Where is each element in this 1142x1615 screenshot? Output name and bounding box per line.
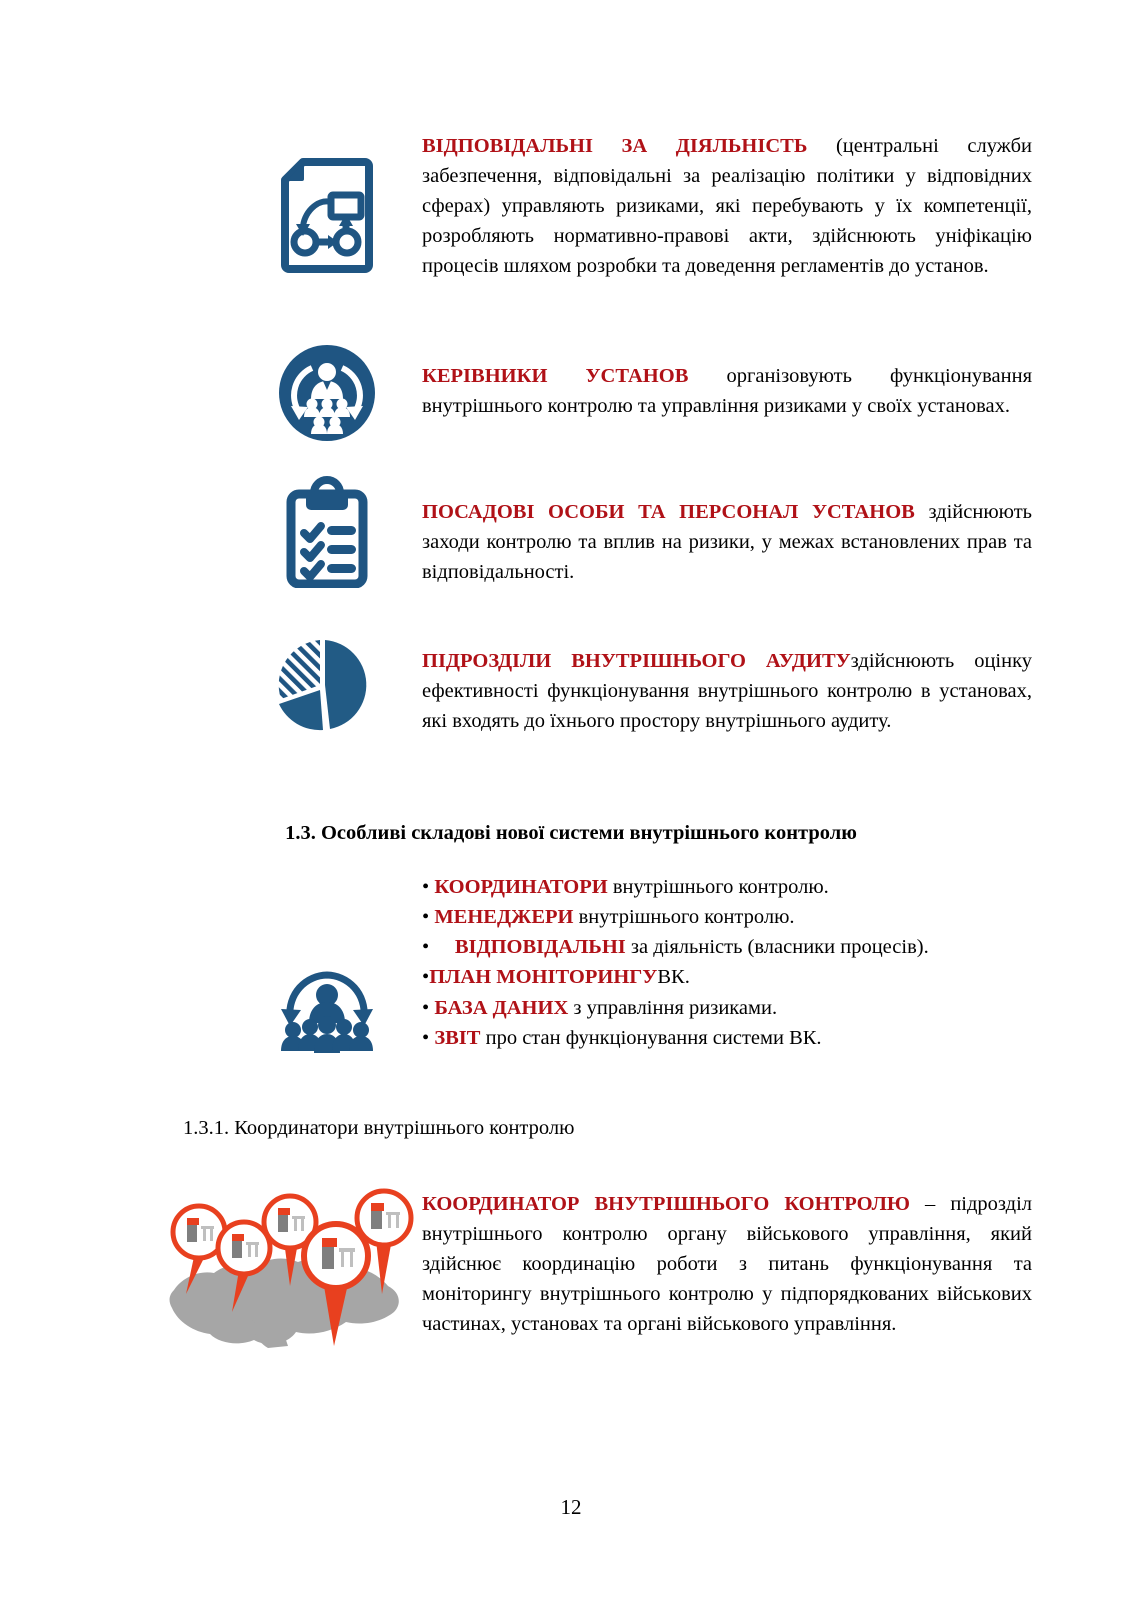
coordinator-paragraph [422, 1189, 1032, 1340]
list-item [422, 872, 1032, 902]
bullet-lead-2: ВІДПОВІДАЛЬНІ [454, 936, 626, 959]
coordinator-body: – підрозділ внутрішнього контролю органу військового управління, який здійснює координацію роботи з питань функціонування та моніторингу внутрішнього контролю у підпорядкованих військових частинах, установах та органі військового управління. [422, 1192, 1032, 1335]
content-block-officials [232, 476, 1032, 607]
bullet-body-5: про стан функціонування системи ВК. [480, 1026, 822, 1049]
team-cycle-icon-cell [232, 340, 422, 442]
team-cycle-icon [278, 344, 376, 442]
content-block-coordinator [150, 1160, 1032, 1360]
list-item [422, 932, 1032, 962]
audit-text-cell [422, 625, 1032, 756]
bullet-body-4: з управління ризиками. [568, 996, 778, 1019]
page-number: 12 [560, 1495, 582, 1519]
ukraine-map-pins-icon-cell [150, 1160, 422, 1350]
heads-text-cell [422, 340, 1032, 441]
bullet-body-1: внутрішнього контролю. [573, 906, 795, 929]
responsible-paragraph [422, 131, 1032, 282]
clipboard-checklist-icon-cell [232, 476, 422, 588]
list-item [422, 1023, 1032, 1053]
content-block-heads [232, 340, 1032, 442]
document-flowchart-icon-cell [232, 110, 422, 273]
bullet-marker-2: • [422, 936, 430, 959]
content-block-audit [232, 625, 1032, 756]
list-item [422, 962, 1032, 992]
bullet-lead-4: БАЗА ДАНИХ [434, 996, 569, 1019]
content-block-components [232, 872, 1032, 1062]
bullet-body-3: ВК. [657, 966, 690, 989]
officials-paragraph [422, 497, 1032, 587]
heads-paragraph [422, 361, 1032, 421]
bullet-marker-4: • [422, 996, 430, 1019]
responsible-text-cell [422, 110, 1032, 302]
bullet-marker-1: • [422, 906, 430, 929]
bullet-lead-1: МЕНЕДЖЕРИ [434, 906, 574, 929]
audit-lead: ПІДРОЗДІЛИ ВНУТРІШНЬОГО АУДИТУ [422, 649, 851, 672]
officials-body: здійснюють заходи контролю та вплив на ризики, у межах встановлених прав та відповідальності. [422, 500, 1033, 583]
bullet-body-0: внутрішнього контролю. [607, 876, 829, 898]
bullet-lead-0: КООРДИНАТОРИ [434, 876, 608, 898]
coordinator-lead: КООРДИНАТОР ВНУТРІШНЬОГО КОНТРОЛЮ [422, 1192, 910, 1215]
content-block-responsible [232, 110, 1032, 302]
people-group-cycle-icon [273, 954, 381, 1062]
heads-lead: КЕРІВНИКИ УСТАНОВ [422, 364, 689, 387]
list-item [422, 993, 1032, 1023]
heading-1-3-1: 1.3.1. Координатори внутрішнього контролю [183, 1117, 575, 1139]
bullet-marker-3: • [422, 966, 430, 989]
pie-chart-icon [273, 637, 381, 737]
bullet-marker-0: • [422, 876, 430, 898]
officials-text-cell [422, 476, 1032, 607]
pie-chart-icon-cell [232, 625, 422, 737]
coordinator-text-cell [422, 1160, 1032, 1360]
document-flowchart-icon [273, 158, 381, 273]
bullet-marker-5: • [422, 1026, 430, 1049]
bullet-lead-5: ЗВІТ [434, 1026, 481, 1049]
ukraine-map-pins-icon [156, 1170, 416, 1350]
responsible-body: (центральні служби забезпечення, відповідальні за реалізацію політики у відповідних сферах) управляють ризиками, які перебувають у їх компетенції, розробляють нормативно-правові акти, здійснюють уніфікацію процесів шляхом розробки та доведення регламентів до установ. [422, 134, 1032, 277]
list-item [422, 902, 1032, 932]
clipboard-checklist-icon [277, 476, 377, 588]
components-bullet-list [422, 872, 1032, 1053]
components-text-cell [422, 872, 1032, 1053]
responsible-lead: ВІДПОВІДАЛЬНІ ЗА ДІЯЛЬНІСТЬ [422, 134, 808, 157]
audit-paragraph [422, 646, 1032, 736]
officials-lead: ПОСАДОВІ ОСОБИ ТА ПЕРСОНАЛ УСТАНОВ [422, 500, 915, 523]
people-group-cycle-icon-cell [232, 872, 422, 1062]
heads-body: організовують функціонування внутрішнього контролю та управління ризиками у своїх установах. [422, 364, 1032, 417]
bullet-body-2: за діяльність (власники процесів). [625, 936, 929, 959]
heading-1-3: 1.3. Особливі складові нової системи внутрішнього контролю [285, 822, 857, 844]
audit-body: здійснюють оцінку ефективності функціонування внутрішнього контролю в установах, які входять до їхнього простору внутрішнього аудиту. [422, 649, 1032, 732]
bullet-lead-3: ПЛАН МОНІТОРИНГУ [429, 966, 658, 989]
